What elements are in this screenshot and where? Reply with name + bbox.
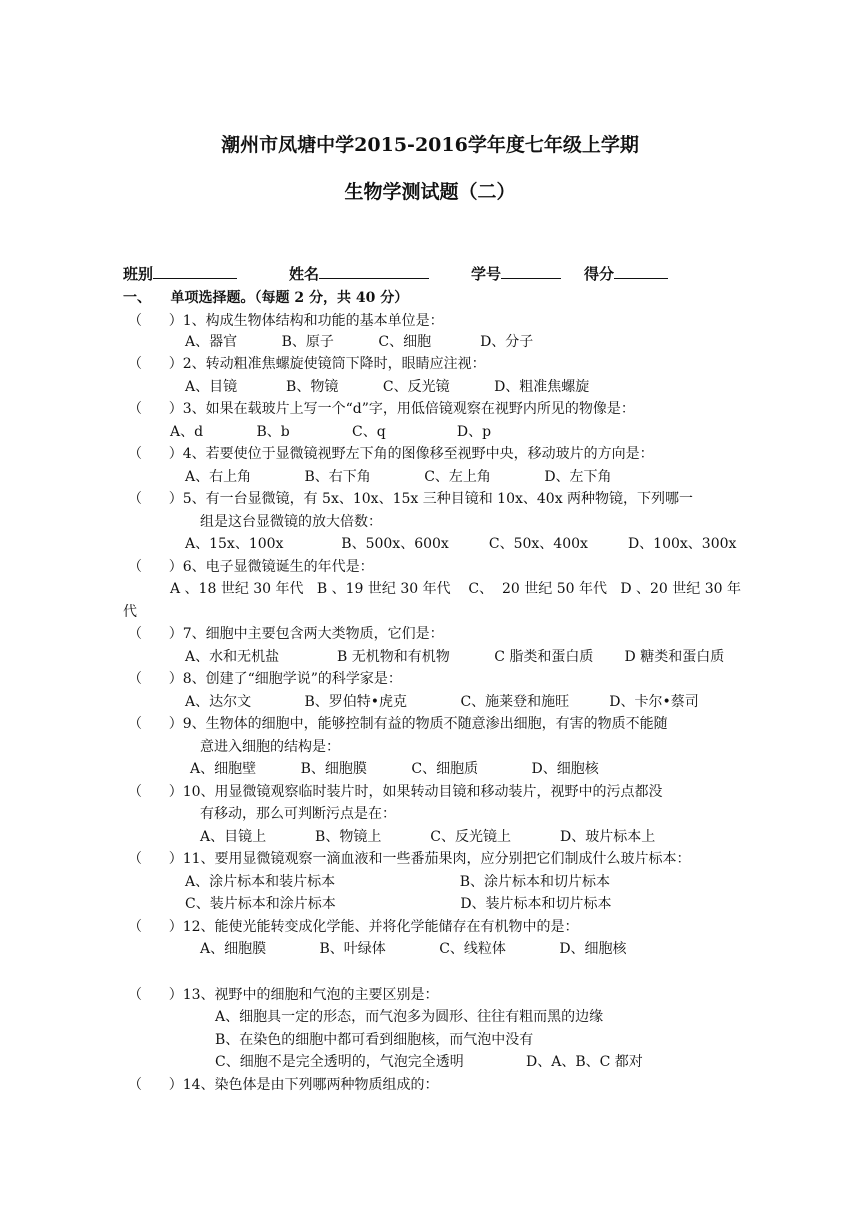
question-line: A、水和无机盐 B 无机物和有机物 C 脂类和蛋白质 D 糖类和蛋白质 xyxy=(185,649,725,665)
question-line: A、细胞膜 B、叶绿体 C、线粒体 D、细胞核 xyxy=(200,941,627,957)
question-line: A、15x、100x B、500x、600x C、50x、400x D、100x、300x xyxy=(185,536,737,552)
section-title: 单项选择题。（每题 2 分，共 40 分） xyxy=(170,290,409,306)
page-title: 潮州市凤塘中学2015-2016学年度七年级上学期 xyxy=(221,134,639,156)
question-line: 意进入细胞的结构是： xyxy=(200,739,340,755)
question-line: C、装片标本和涂片标本 D、装片标本和切片标本 xyxy=(185,896,612,912)
info-number xyxy=(471,262,561,284)
info-name-label: 姓名 xyxy=(289,265,320,283)
section-number: 一、 xyxy=(123,290,151,306)
question-line: A、目镜 B、物镜 C、反光镜 D、粗准焦螺旋 xyxy=(185,379,590,395)
question-line: （ ）10、用显微镜观察临时装片时，如果转动目镜和移动装片，视野中的污点都没 xyxy=(128,784,663,800)
class-blank[interactable] xyxy=(153,262,237,279)
page-subtitle: 生物学测试题（二） xyxy=(344,181,516,203)
question-line: （ ）12、能使光能转变成化学能、并将化学能储存在有机物中的是： xyxy=(128,919,579,935)
question-line: A、器官 B、原子 C、细胞 D、分子 xyxy=(185,334,534,350)
question-line: A、d B、b C、q D、p xyxy=(170,424,492,440)
question-line: A、右上角 B、右下角 C、左上角 D、左下角 xyxy=(185,469,612,485)
question-line: （ ）8、创建了“细胞学说”的科学家是： xyxy=(128,671,402,687)
question-line: （ ）4、若要使位于显微镜视野左下角的图像移至视野中央，移动玻片的方向是： xyxy=(128,446,654,462)
number-blank[interactable] xyxy=(501,262,561,279)
info-score-label: 得分 xyxy=(584,265,615,283)
question-line: （ ）6、电子显微镜诞生的年代是： xyxy=(128,559,374,575)
question-line: B、在染色的细胞中都可看到细胞核，而气泡中没有 xyxy=(215,1032,534,1048)
question-line: （ ）11、要用显微镜观察一滴血液和一些番茄果肉，应分别把它们制成什么玻片标本： xyxy=(128,851,691,867)
question-line: C、细胞不是完全透明的，气泡完全透明 D、A、B、C 都对 xyxy=(215,1054,643,1070)
info-name xyxy=(289,262,429,284)
question-line: 代 xyxy=(123,604,137,620)
section-heading xyxy=(123,287,408,307)
question-line: （ ）9、生物体的细胞中，能够控制有益的物质不随意渗出细胞，有害的物质不能随 xyxy=(128,716,668,732)
question-line: 有移动，那么可判断污点是在： xyxy=(200,806,396,822)
question-line: （ ）1、构成生物体结构和功能的基本单位是： xyxy=(128,313,444,329)
question-line: （ ）14、染色体是由下列哪两种物质组成的： xyxy=(128,1077,439,1093)
question-line: （ ）2、转动粗准焦螺旋使镜筒下降时，眼睛应注视： xyxy=(128,356,486,372)
question-line: 组是这台显微镜的放大倍数： xyxy=(200,514,382,530)
score-blank[interactable] xyxy=(614,262,668,279)
question-line: （ ）5、有一台显微镜，有 5x、10x、15x 三种目镜和 10x、40x 两种物镜，下列哪一 xyxy=(128,491,694,507)
question-line: A、目镜上 B、物镜上 C、反光镜上 D、玻片标本上 xyxy=(200,829,656,845)
question-line: （ ）3、如果在载玻片上写一个“d”字，用低倍镜观察在视野内所见的物像是： xyxy=(128,401,635,417)
question-line: A、涂片标本和装片标本 B、涂片标本和切片标本 xyxy=(185,874,611,890)
info-number-label: 学号 xyxy=(471,265,502,283)
question-line: （ ）7、细胞中主要包含两大类物质，它们是： xyxy=(128,626,444,642)
info-class-label: 班别 xyxy=(123,265,154,283)
name-blank[interactable] xyxy=(319,262,429,279)
question-line: A、达尔文 B、罗伯特•虎克 C、施莱登和施旺 D、卡尔•蔡司 xyxy=(185,694,699,710)
question-line: A、细胞壁 B、细胞膜 C、细胞质 D、细胞核 xyxy=(190,761,599,777)
info-score xyxy=(584,262,668,284)
question-line: A、细胞具一定的形态，而气泡多为圆形、往往有粗而黑的边缘 xyxy=(215,1009,604,1025)
question-line: A 、18 世纪 30 年代 B 、19 世纪 30 年代 C、 20 世纪 50 年代 D 、20 世纪 30 年 xyxy=(170,581,742,597)
question-line: （ ）13、视野中的细胞和气泡的主要区别是： xyxy=(128,987,439,1003)
info-class xyxy=(123,262,237,284)
